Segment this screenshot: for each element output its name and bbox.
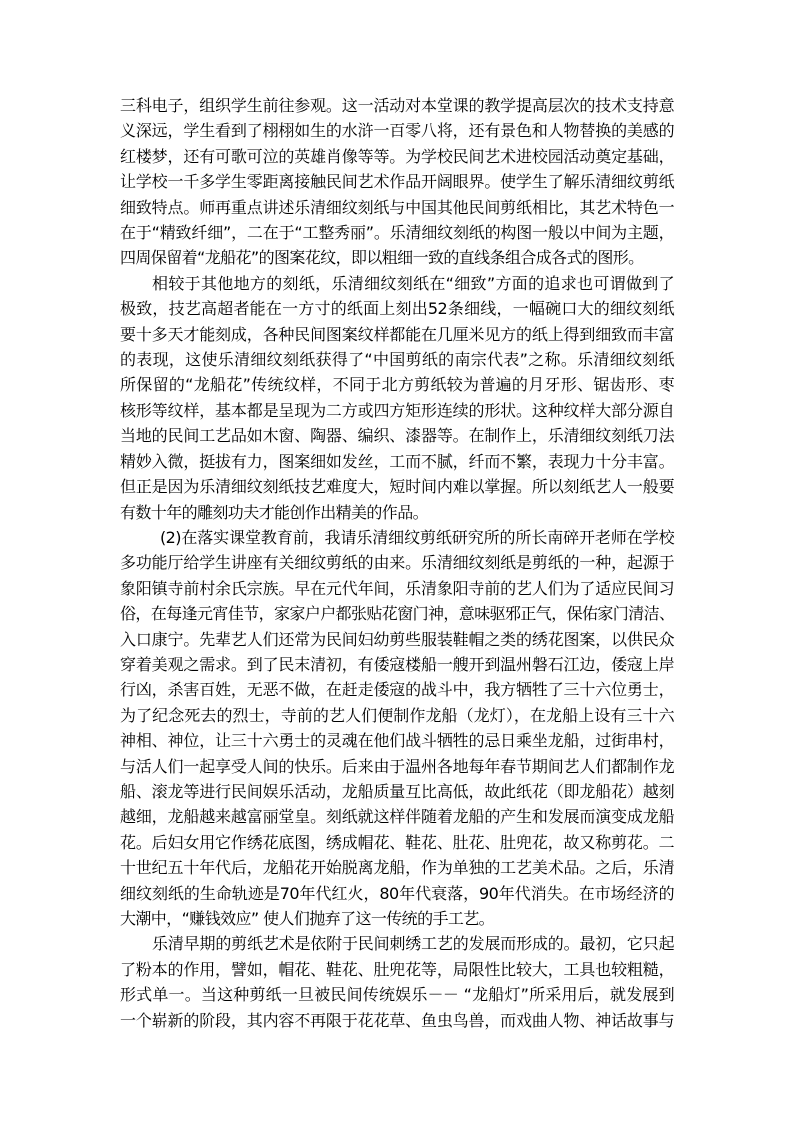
text-line: 象阳镇寺前村余氏宗族。早在元代年间，乐清象阳寺前的艺人们为了适应民间习 (120, 578, 674, 598)
text-line: 当地的民间工艺品如木窗、陶器、编织、漆器等。在制作上，乐清细纹刻纸刀法 (120, 426, 674, 446)
text-line: 相较于其他地方的刻纸，乐清细纹刻纸在“细致”方面的追求也可谓做到了 (152, 273, 674, 293)
text-line: 让学校一千多学生零距离接触民间艺术作品开阔眼界。使学生了解乐清细纹剪纸 (120, 172, 674, 192)
text-line: 义深远，学生看到了栩栩如生的水浒一百零八将，还有景色和人物替换的美感的 (120, 121, 674, 141)
text-line: 船、滚龙等进行民间娱乐活动，龙船质量互比高低，故此纸花（即龙船花）越刻 (120, 781, 674, 801)
text-line: 细纹刻纸的生命轨迹是70年代红火，80年代衰落，90年代消失。在市场经济的 (120, 883, 674, 903)
text-line: 花。后妇女用它作绣花底图，绣成帽花、鞋花、肚花、肚兜花，故又称剪花。二 (120, 832, 674, 852)
text-line: 乐清早期的剪纸艺术是依附于民间刺绣工艺的发展而形成的。最初，它只起 (152, 934, 674, 954)
text-line: 在于“精致纤细”，二在于“工整秀丽”。乐清细纹刻纸的构图一般以中间为主题， (120, 223, 674, 243)
paragraph-4 (120, 931, 674, 1033)
text-line: 精妙入微，挺拔有力，图案细如发丝，工而不腻，纤而不繁，表现力十分丰富。 (120, 451, 674, 471)
text-line: 要十多天才能刻成，各种民间图案纹样都能在几厘米见方的纸上得到细致而丰富 (120, 324, 674, 344)
text-line: 神相、神位，让三十六勇士的灵魂在他们战斗牺牲的忌日乘坐龙船，过街串村， (120, 731, 674, 751)
text-line: 核形等纹样，基本都是呈现为二方或四方矩形连续的形状。这种纹样大部分源自 (120, 400, 674, 420)
text-line: 红楼梦，还有可歌可泣的英雄肖像等等。为学校民间艺术进校园活动奠定基础， (120, 146, 674, 166)
text-line: 多功能厅给学生讲座有关细纹剪纸的由来。乐清细纹刻纸是剪纸的一种，起源于 (120, 553, 674, 573)
text-line: 极致，技艺高超者能在一方寸的纸面上刻出52条细线，一幅碗口大的细纹刻纸 (120, 299, 674, 319)
text-line: (2)在落实课堂教育前，我请乐清细纹剪纸研究所的所长南碎开老师在学校 (160, 527, 674, 547)
paragraph-1 (120, 93, 674, 271)
text-line: 入口康宁。先辈艺人们还常为民间妇幼剪些服装鞋帽之类的绣花图案，以供民众 (120, 629, 674, 649)
text-line: 细致特点。师再重点讲述乐清细纹刻纸与中国其他民间剪纸相比，其艺术特色一 (120, 197, 674, 217)
text-line: 行凶，杀害百姓，无恶不做，在赶走倭寇的战斗中，我方牺牲了三十六位勇士， (120, 680, 674, 700)
text-line: 俗，在每逢元宵佳节，家家户户都张贴花窗门神，意味驱邪正气，保佑家门清洁、 (120, 604, 675, 624)
text-line: 但正是因为乐清细纹刻纸技艺难度大，短时间内难以掌握。所以刻纸艺人一般要 (120, 477, 674, 497)
paragraph-3 (120, 525, 674, 932)
text-line: 四周保留着“龙船花”的图案花纹，即以粗细一致的直线条组合成各式的图形。 (120, 248, 644, 268)
text-line: 的表现，这使乐清细纹刻纸获得了“中国剪纸的南宗代表”之称。乐清细纹刻纸 (120, 350, 674, 370)
text-line: 了粉本的作用，譬如，帽花、鞋花、肚兜花等，局限性比较大，工具也较粗糙， (120, 959, 674, 979)
document-body (120, 93, 674, 1033)
text-line: 一个崭新的阶段，其内容不再限于花花草、鱼虫鸟兽，而戏曲人物、神话故事与 (120, 1010, 674, 1030)
text-line: 越细，龙船越来越富丽堂皇。刻纸就这样伴随着龙船的产生和发展而演变成龙船 (120, 807, 674, 827)
text-line: 有数十年的雕刻功夫才能创作出精美的作品。 (120, 502, 429, 522)
text-line: 穿着美观之需求。到了民末清初，有倭寇楼船一艘开到温州磐石江边，倭寇上岸 (120, 654, 674, 674)
text-line: 形式单一。当这种剪纸一旦被民间传统娱乐－－ “龙船灯”所采用后，就发展到 (120, 985, 674, 1005)
text-line: 大潮中，“赚钱效应” 使人们抛弃了这一传统的手工艺。 (120, 909, 495, 928)
text-line: 十世纪五十年代后，龙船花开始脱离龙船，作为单独的工艺美术品。之后，乐清 (120, 858, 674, 878)
text-line: 与活人们一起享受人间的快乐。后来由于温州各地每年春节期间艺人们都制作龙 (120, 756, 674, 776)
text-line: 三科电子，组织学生前往参观。这一活动对本堂课的教学提高层次的技术支持意 (120, 96, 674, 115)
paragraph-2 (120, 271, 674, 525)
text-line: 所保留的“龙船花”传统纹样，不同于北方剪纸较为普遍的月牙形、锯齿形、枣 (120, 375, 674, 395)
text-line: 为了纪念死去的烈士，寺前的艺人们便制作龙船（龙灯），在龙船上设有三十六 (120, 705, 674, 725)
